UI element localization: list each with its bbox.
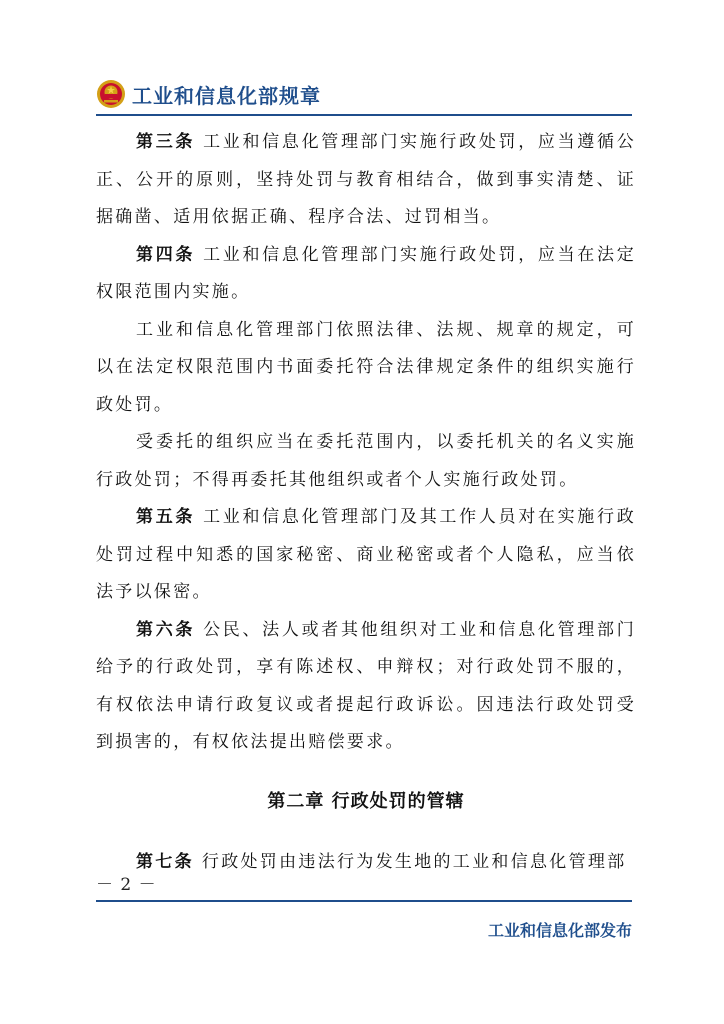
article-paragraph [96,844,636,882]
national-emblem-icon [96,79,126,109]
article-paragraph [96,312,636,425]
article-number: 第六条 [136,619,196,640]
article-text: 工业和信息化管理部门实施行政处罚，应当遵循公正、公开的原则，坚持处罚与教育相结合，做到事实清楚、证据确凿、适用依据正确、程序合法、过罚相当。 [96,132,636,227]
article-text: 工业和信息化管理部门实施行政处罚，应当在法定权限范围内实施。 [96,244,636,302]
article-paragraph [96,124,636,237]
footer-divider [96,900,632,902]
article-number: 第七条 [136,851,194,872]
article-text: 行政处罚由违法行为发生地的工业和信息化管理部 [201,851,627,872]
page-number: － 2 － [96,875,157,895]
article-paragraph [96,237,636,312]
article-paragraph [96,424,636,499]
article-text: 工业和信息化管理部门及其工作人员对在实施行政处罚过程中知悉的国家秘密、商业秘密或者个人隐私，应当依法予以保密。 [96,507,636,602]
article-text: 公民、法人或者其他组织对工业和信息化管理部门给予的行政处罚，享有陈述权、申辩权；对行政处罚不服的，有权依法申请行政复议或者提起行政诉讼。因违法行政处罚受到损害的，有权依法提出赔偿要求。 [96,619,636,752]
header-title: 工业和信息化部规章 [132,83,321,108]
article-number: 第三条 [136,132,196,152]
article-paragraph [96,612,636,762]
document-header [96,76,321,112]
article-number: 第五条 [136,507,196,527]
chapter-heading: 第二章 行政处罚的管辖 [267,790,465,812]
document-body [96,124,636,881]
footer-publisher: 工业和信息化部发布 [487,921,632,940]
article-text: 工业和信息化管理部门依照法律、法规、规章的规定，可以在法定权限范围内书面委托符合法律规定条件的组织实施行政处罚。 [96,319,636,415]
article-number: 第四条 [136,244,196,265]
header-divider [96,114,632,116]
article-paragraph [96,499,636,612]
article-text: 受委托的组织应当在委托范围内，以委托机关的名义实施行政处罚；不得再委托其他组织或者个人实施行政处罚。 [96,432,636,490]
